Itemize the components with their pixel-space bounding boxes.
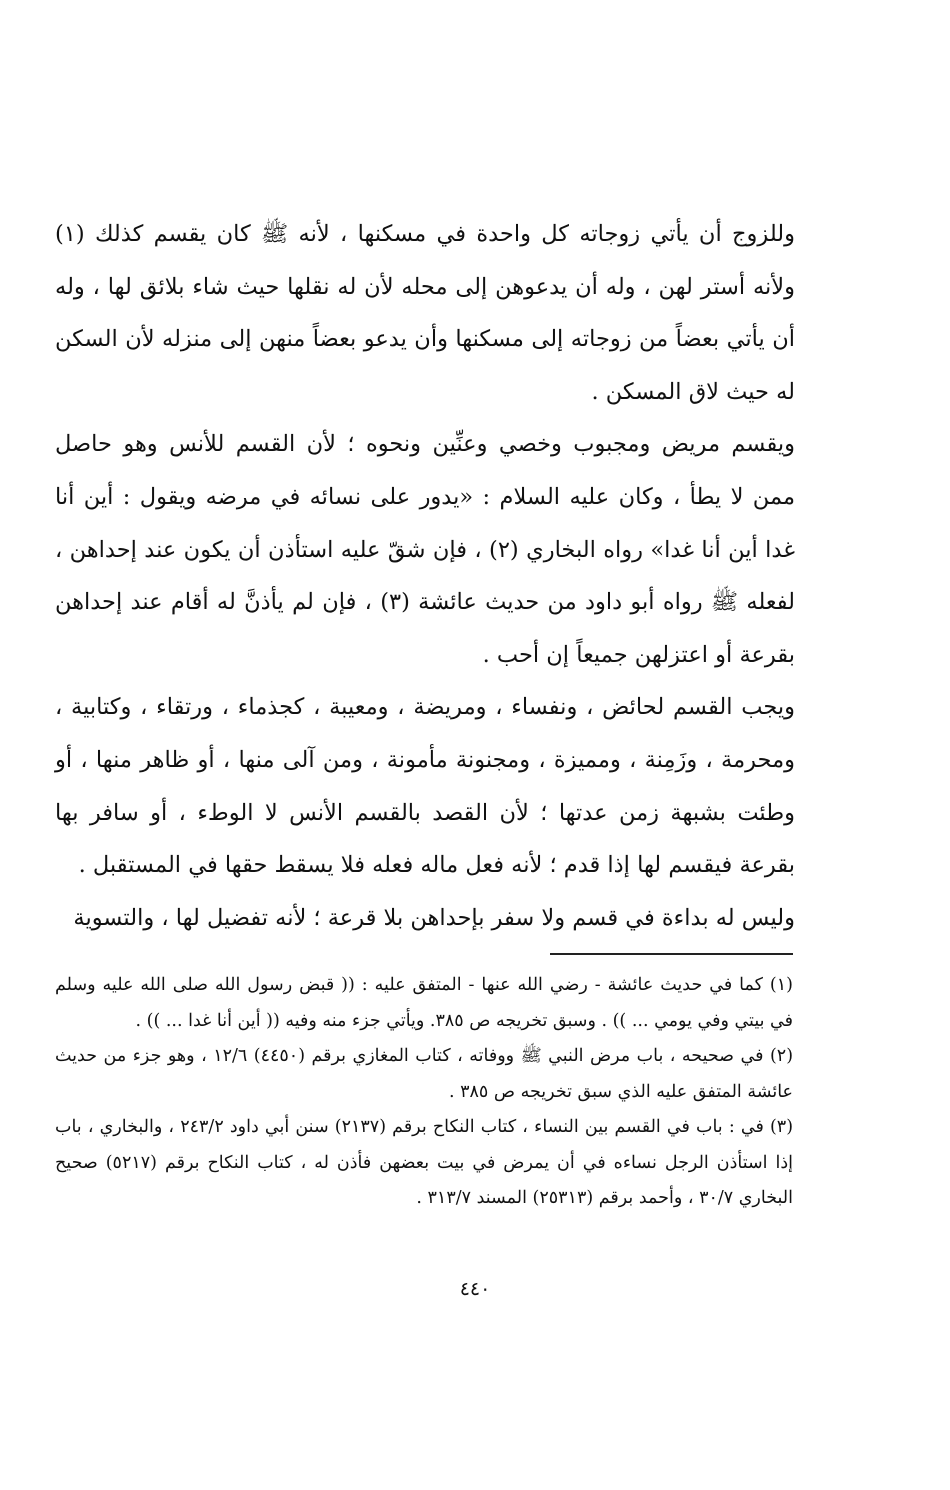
page-number: ٤٤٠ — [459, 1278, 491, 1300]
paragraph-1: وللزوج أن يأتي زوجاته كل واحدة في مسكنها ، لأنه ﷺ كان يقسم كذلك (١) ولأنه أستر لهن ، وله أن يدعوهن إلى محله لأن له نقلها حيث شاء بلائق لها ، وله أن يأتي بعضاً من زوجاته إلى مسكنها وأن يدعو بعضاً منهن إلى منزله لأن السكن له حيث لاق المسكن . — [55, 221, 795, 405]
footnote-3: (٣) في : باب في القسم بين النساء ، كتاب النكاح برقم (٢١٣٧) سنن أبي داود ٢٤٣/٢ ، والبخاري ، باب إذا استأذن الرجل نساءه في أن يمرض في بيت بعضهن فأذن له ، كتاب النكاح برقم (٥٢١٧) صحيح البخاري ٣٠/٧ ، وأحمد برقم (٢٥٣١٣) المسند ٣١٣/٧ . — [55, 1117, 794, 1208]
paragraph-2: ويقسم مريض ومجبوب وخصي وعنِّين ونحوه ؛ لأن القسم للأنس وهو حاصل ممن لا يطأ ، وكان عليه السلام : «يدور على نسائه في مرضه ويقول : أين أنا غدا أين أنا غدا» رواه البخاري (٢) ، فإن شقّ عليه استأذن أن يكون عند إحداهن ، لفعله ﷺ رواه أبو داود من حديث عائشة (٣) ، فإن لم يأذنَّ له أقام عند إحداهن بقرعة أو اعتزلهن جميعاً إن أحب . — [55, 431, 795, 668]
paragraph-3: ويجب القسم لحائض ، ونفساء ، ومريضة ، ومعيبة ، كجذماء ، ورتقاء ، وكتابية ، ومحرمة ، وزَمِنة ، ومميزة ، ومجنونة مأمونة ، ومن آلى منها ، أو ظاهر منها ، أو وطئت بشبهة زمن عدتها ؛ لأن القصد بالقسم الأنس لا الوطء ، أو سافر بها بقرعة فيقسم لها إذا قدم ؛ لأنه فعل ماله فعله فلا يسقط حقها في المستقبل . — [55, 694, 795, 879]
main-text — [55, 208, 795, 944]
footnote-2: (٢) في صحيحه ، باب مرض النبي ﷺ ووفاته ، كتاب المغازي برقم (٤٤٥٠) ١٢/٦ ، وهو جزء من حديث عائشة المتفق عليه الذي سبق تخريجه ص ٣٨٥ . — [55, 1046, 794, 1102]
footnotes — [55, 968, 793, 1217]
footnote-1: (١) كما في حديث عائشة - رضي الله عنها - المتفق عليه : (( قبض رسول الله صلى الله عليه وسلم في بيتي وفي يومي ... )) . وسبق تخريجه ص ٣٨٥. ويأتي جزء منه وفيه (( أين أنا غدا ... )) . — [55, 975, 793, 1031]
footnote-separator — [550, 953, 793, 955]
paragraph-4: وليس له بداءة في قسم ولا سفر بإحداهن بلا قرعة ؛ لأنه تفضيل لها ، والتسوية — [73, 904, 795, 931]
